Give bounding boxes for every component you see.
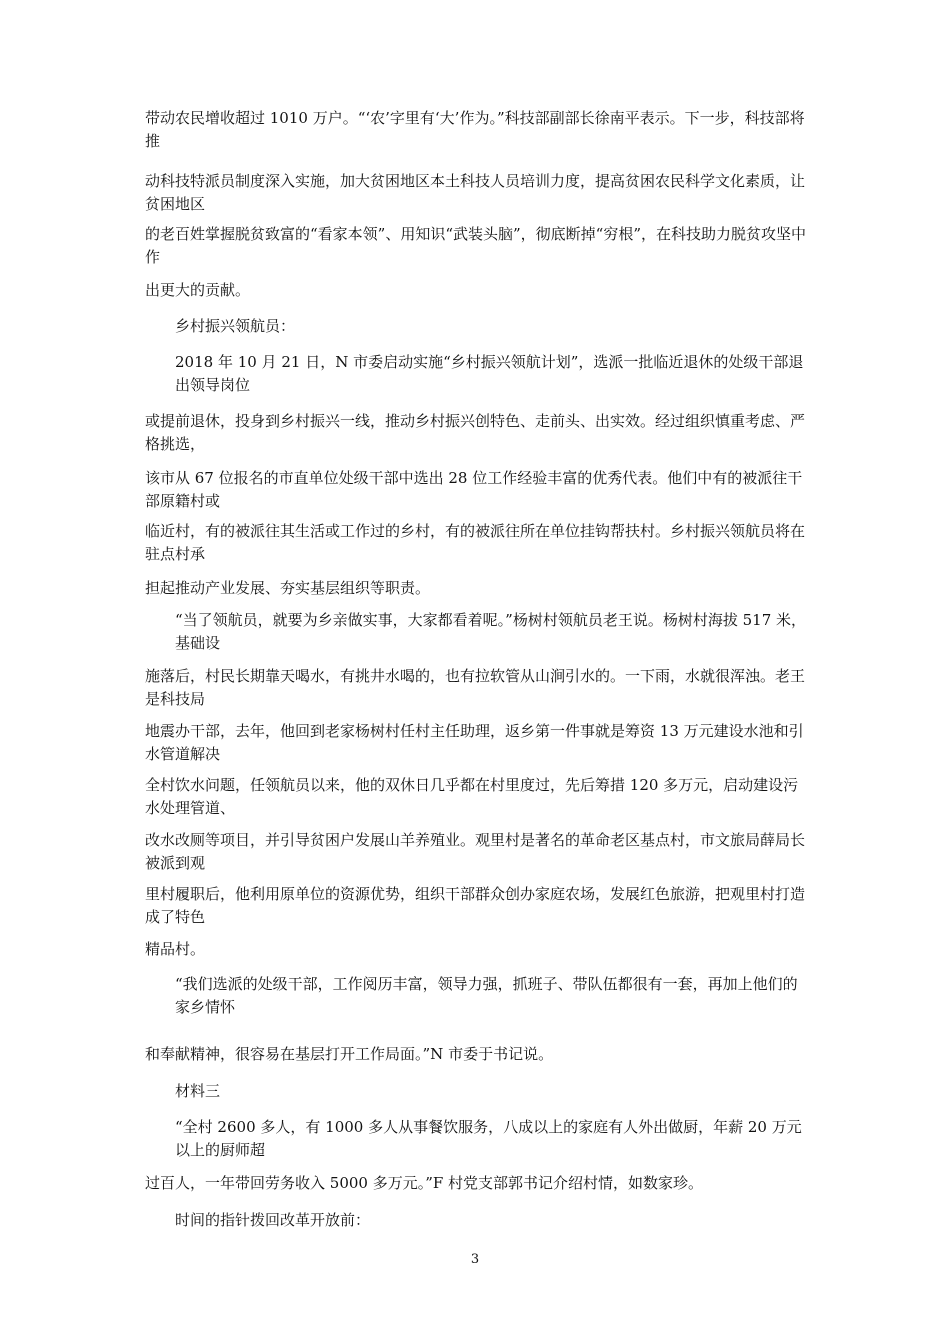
paragraph-line: “当了领航员，就要为乡亲做实事，大家都看着呢。”杨树村领航员老王说。杨树村海拔 517 米，基础设 (175, 611, 807, 652)
paragraph-line: 过百人，一年带回劳务收入 5000 多万元。”F 村党支部郭书记介绍村情，如数家珍。 (145, 1174, 704, 1192)
section-heading: 材料三 (175, 1082, 221, 1100)
paragraph-line: 地震办干部，去年，他回到老家杨树村任村主任助理，返乡第一件事就是筹资 13 万元建设水池和引水管道解决 (145, 722, 804, 763)
page-number: 3 (470, 1252, 480, 1267)
paragraph-line: 动科技特派员制度深入实施，加大贫困地区本土科技人员培训力度，提高贫困农民科学文化素质，让贫困地区 (145, 172, 806, 213)
paragraph-line: 改水改厕等项目，并引导贫困户发展山羊养殖业。观里村是著名的革命老区基点村，市文旅局薛局长被派到观 (145, 831, 806, 872)
paragraph-line: 精品村。 (145, 940, 206, 958)
paragraph-line: “我们选派的处级干部，工作阅历丰富，领导力强，抓班子、带队伍都很有一套，再加上他们的家乡情怀 (175, 975, 798, 1016)
paragraph-line: 该市从 67 位报名的市直单位处级干部中选出 28 位工作经验丰富的优秀代表。他们中有的被派往干部原籍村或 (145, 469, 803, 510)
paragraph-line: 担起推动产业发展、夯实基层组织等职责。 (145, 579, 431, 597)
paragraph-line: 带动农民增收超过 1010 万户。“‘农’字里有‘大’作为。”科技部副部长徐南平表示。下一步，科技部将推 (145, 109, 805, 150)
paragraph-line: 的老百姓掌握脱贫致富的“看家本领”、用知识“武装头脑”，彻底断掉“穷根”，在科技助力脱贫攻坚中作 (145, 225, 807, 266)
paragraph-line: 时间的指针拨回改革开放前： (175, 1211, 371, 1229)
paragraph-line: 出更大的贡献。 (145, 281, 251, 299)
paragraph-line: 或提前退休，投身到乡村振兴一线，推动乡村振兴创特色、走前头、出实效。经过组织慎重考虑、严格挑选， (145, 412, 806, 453)
paragraph-line: “全村 2600 多人，有 1000 多人从事餐饮服务，八成以上的家庭有人外出做厨，年薪 20 万元以上的厨师超 (175, 1118, 802, 1159)
section-heading: 乡村振兴领航员： (175, 317, 296, 335)
paragraph-line: 2018 年 10 月 21 日，N 市委启动实施“乡村振兴领航计划”，选派一批临近退休的处级干部退出领导岗位 (175, 353, 804, 394)
paragraph-line: 和奉献精神，很容易在基层打开工作局面。”N 市委于书记说。 (145, 1045, 554, 1063)
paragraph-line: 里村履职后，他利用原单位的资源优势，组织干部群众创办家庭农场，发展红色旅游，把观里村打造成了特色 (145, 885, 806, 926)
paragraph-line: 施落后，村民长期靠天喝水，有挑井水喝的，也有拉软管从山涧引水的。一下雨，水就很浑浊。老王是科技局 (145, 667, 806, 708)
paragraph-line: 全村饮水问题，任领航员以来，他的双休日几乎都在村里度过，先后筹措 120 多万元，启动建设污水处理管道、 (145, 776, 799, 817)
paragraph-line: 临近村，有的被派往其生活或工作过的乡村，有的被派往所在单位挂钩帮扶村。乡村振兴领航员将在驻点村承 (145, 522, 806, 563)
